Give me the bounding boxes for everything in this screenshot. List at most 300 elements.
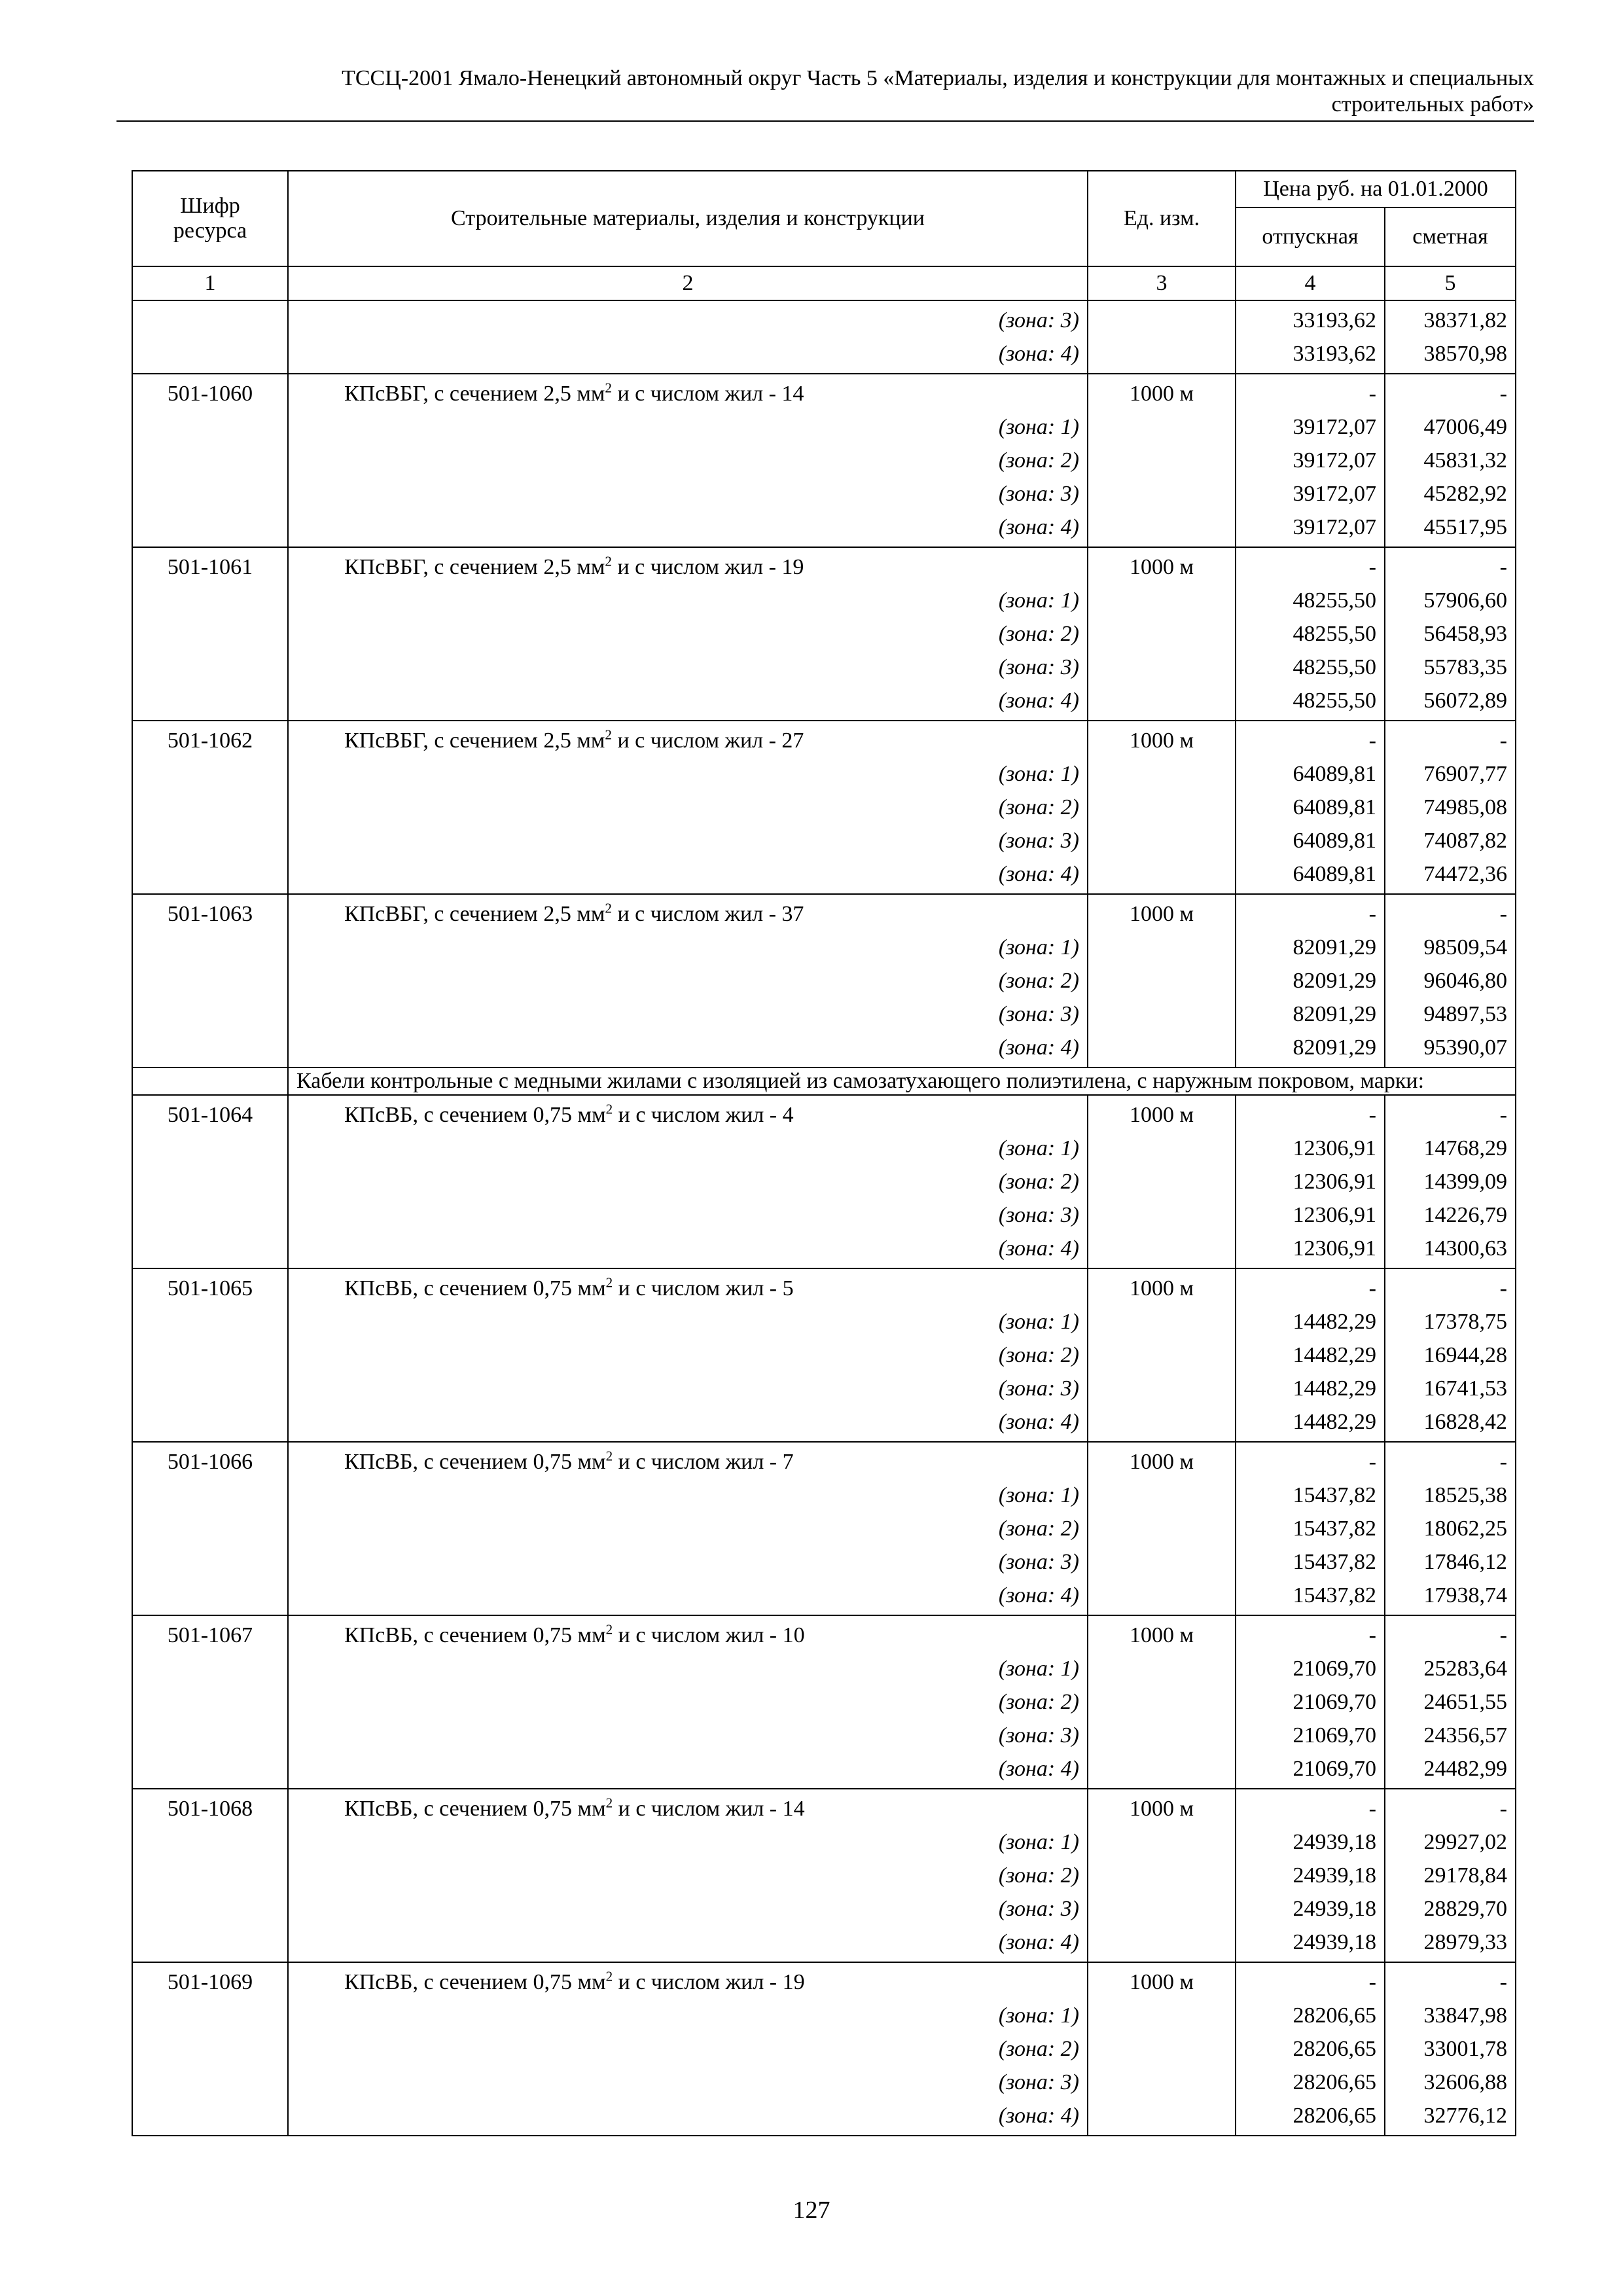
resource-description xyxy=(288,374,1088,547)
estimate-price: - xyxy=(1499,1276,1507,1300)
estimate-price: 45517,95 xyxy=(1423,515,1507,539)
column-number: 4 xyxy=(1236,266,1385,300)
resource-code-text: 501-1064 xyxy=(167,1103,253,1127)
estimate-price: 74087,82 xyxy=(1423,829,1507,853)
zone-label: (зона: 4) xyxy=(998,1757,1079,1781)
zone-labels xyxy=(296,1652,1079,1785)
release-price: 21069,70 xyxy=(1293,1657,1376,1681)
header-code: Шифр ресурса xyxy=(132,171,288,266)
resource-code xyxy=(132,1268,288,1442)
unit-cell xyxy=(1088,300,1236,374)
continuation-row xyxy=(132,300,1516,374)
estimate-price: 16741,53 xyxy=(1423,1376,1507,1401)
estimate-price: 28979,33 xyxy=(1423,1930,1507,1954)
zone-labels xyxy=(296,1305,1079,1439)
release-price: - xyxy=(1368,1103,1376,1127)
zone-label: (зона: 3) xyxy=(998,1376,1079,1401)
estimate-price: - xyxy=(1499,902,1507,926)
release-prices xyxy=(1236,894,1385,1067)
release-price: 24939,18 xyxy=(1293,1897,1376,1921)
zone-label: (зона: 1) xyxy=(998,762,1079,786)
resource-description xyxy=(288,1095,1088,1268)
resource-code xyxy=(132,721,288,894)
resource-name-tail: и с числом жил - 14 xyxy=(613,1797,805,1821)
unit-cell xyxy=(1088,547,1236,721)
estimate-price: 45282,92 xyxy=(1423,482,1507,506)
release-price: 39172,07 xyxy=(1293,515,1376,539)
resource-name-main: КПсВБ, с сечением 0,75 мм xyxy=(344,1623,606,1647)
estimate-price: 98509,54 xyxy=(1423,935,1507,960)
zone-label: (зона: 2) xyxy=(998,795,1079,819)
estimate-price: 29927,02 xyxy=(1423,1830,1507,1854)
superscript-two: 2 xyxy=(605,1621,613,1638)
superscript-two: 2 xyxy=(605,1795,613,1811)
estimate-price: 55783,35 xyxy=(1423,655,1507,679)
estimate-prices xyxy=(1385,894,1516,1067)
estimate-price: 96046,80 xyxy=(1423,969,1507,993)
resource-name-main: КПсВБГ, с сечением 2,5 мм xyxy=(344,728,605,753)
resource-code xyxy=(132,1789,288,1962)
estimate-price: 17938,74 xyxy=(1423,1583,1507,1607)
zone-label: (зона: 4) xyxy=(998,1583,1079,1607)
estimate-price: 16828,42 xyxy=(1423,1410,1507,1434)
zone-label: (зона: 1) xyxy=(998,1136,1079,1160)
estimate-prices xyxy=(1385,1615,1516,1789)
unit-text: 1000 м xyxy=(1129,728,1194,753)
release-price: 15437,82 xyxy=(1293,1583,1376,1607)
release-price: 48255,50 xyxy=(1293,588,1376,613)
estimate-price: 57906,60 xyxy=(1423,588,1507,613)
header-estimate-price: сметная xyxy=(1385,207,1516,266)
resource-name-tail: и с числом жил - 19 xyxy=(613,1970,805,1994)
resource-code xyxy=(132,374,288,547)
unit-cell xyxy=(1088,1095,1236,1268)
zone-label: (зона: 4) xyxy=(998,2104,1079,2128)
resource-name xyxy=(296,1619,1079,1652)
estimate-price: 74472,36 xyxy=(1423,862,1507,886)
release-price: 21069,70 xyxy=(1293,1757,1376,1781)
zone-label: (зона: 2) xyxy=(998,1170,1079,1194)
estimate-prices xyxy=(1385,1962,1516,2136)
zone-label: (зона: 2) xyxy=(998,1516,1079,1541)
estimate-price: 32776,12 xyxy=(1423,2104,1507,2128)
header-release-price: отпускная xyxy=(1236,207,1385,266)
estimate-prices xyxy=(1385,1442,1516,1615)
estimate-price: 45831,32 xyxy=(1423,448,1507,473)
page-number: 127 xyxy=(793,2197,830,2224)
release-price: 82091,29 xyxy=(1293,969,1376,993)
column-number: 3 xyxy=(1088,266,1236,300)
resource-code-text: 501-1062 xyxy=(167,728,253,753)
column-number: 1 xyxy=(132,266,288,300)
estimate-price: 18062,25 xyxy=(1423,1516,1507,1541)
release-prices xyxy=(1236,547,1385,721)
resource-name xyxy=(296,1792,1079,1825)
release-price: 24939,18 xyxy=(1293,1830,1376,1854)
resource-item xyxy=(132,1095,1516,1268)
zone-label: (зона: 4) xyxy=(998,1236,1079,1261)
price-table xyxy=(132,170,1516,2136)
estimate-price: 56072,89 xyxy=(1423,689,1507,713)
estimate-price: - xyxy=(1499,728,1507,753)
unit-cell xyxy=(1088,1615,1236,1789)
unit-text: 1000 м xyxy=(1129,1103,1194,1127)
zone-labels xyxy=(296,931,1079,1064)
release-prices xyxy=(1236,1268,1385,1442)
resource-name xyxy=(296,724,1079,757)
estimate-price: 56458,93 xyxy=(1423,622,1507,646)
resource-description xyxy=(288,721,1088,894)
zone-label: (зона: 3) xyxy=(998,2070,1079,2094)
zone-labels xyxy=(296,584,1079,717)
resource-name-tail: и с числом жил - 5 xyxy=(613,1276,794,1300)
zone-labels xyxy=(296,1132,1079,1265)
estimate-price: 18525,38 xyxy=(1423,1483,1507,1507)
release-price: 39172,07 xyxy=(1293,415,1376,439)
resource-name-tail: и с числом жил - 7 xyxy=(613,1450,794,1474)
section-title: Кабели контрольные с медными жилами с изоляцией из самозатухающего полиэтилена, с наружным покровом, марки: xyxy=(288,1067,1516,1095)
header-rule xyxy=(116,120,1534,122)
resource-code-text: 501-1067 xyxy=(167,1623,253,1647)
column-number: 5 xyxy=(1385,266,1516,300)
zone-label: (зона: 3) xyxy=(998,1897,1079,1921)
resource-code-text: 501-1065 xyxy=(167,1276,253,1300)
zone-labels xyxy=(296,1479,1079,1612)
zone-label: (зона: 2) xyxy=(998,1690,1079,1714)
release-prices xyxy=(1236,1095,1385,1268)
release-price: 12306,91 xyxy=(1293,1236,1376,1261)
estimate-price: 74985,08 xyxy=(1423,795,1507,819)
estimate-prices xyxy=(1385,374,1516,547)
release-price: 64089,81 xyxy=(1293,762,1376,786)
estimate-price: 95390,07 xyxy=(1423,1035,1507,1060)
zone-label: (зона: 2) xyxy=(998,2037,1079,2061)
column-number: 2 xyxy=(288,266,1088,300)
release-price: 82091,29 xyxy=(1293,1035,1376,1060)
resource-name-tail: и с числом жил - 4 xyxy=(613,1103,794,1127)
resource-name-main: КПсВБ, с сечением 0,75 мм xyxy=(344,1276,606,1300)
release-price: - xyxy=(1368,728,1376,753)
estimate-price: - xyxy=(1499,1103,1507,1127)
release-price: 48255,50 xyxy=(1293,689,1376,713)
resource-description xyxy=(288,1268,1088,1442)
estimate-price: 24356,57 xyxy=(1423,1723,1507,1748)
estimate-price: - xyxy=(1499,1797,1507,1821)
page-header xyxy=(116,65,1534,118)
release-price: - xyxy=(1368,555,1376,579)
zone-labels xyxy=(288,300,1088,374)
resource-name-tail: и с числом жил - 27 xyxy=(611,728,804,753)
release-price: 28206,65 xyxy=(1293,2070,1376,2094)
unit-cell xyxy=(1088,1962,1236,2136)
release-price: 14482,29 xyxy=(1293,1343,1376,1367)
estimate-prices xyxy=(1385,300,1516,374)
release-price: 14482,29 xyxy=(1293,1376,1376,1401)
release-prices xyxy=(1236,300,1385,374)
release-price: 15437,82 xyxy=(1293,1550,1376,1574)
resource-code-text: 501-1061 xyxy=(167,555,253,579)
estimate-prices xyxy=(1385,721,1516,894)
resource-name-main: КПсВБ, с сечением 0,75 мм xyxy=(344,1450,606,1474)
estimate-price: 33847,98 xyxy=(1423,2003,1507,2028)
resource-name-main: КПсВБ, с сечением 0,75 мм xyxy=(344,1797,606,1821)
resource-code-text: 501-1068 xyxy=(167,1797,253,1821)
resource-description xyxy=(288,1442,1088,1615)
resource-name xyxy=(296,550,1079,584)
release-price: 14482,29 xyxy=(1293,1410,1376,1434)
resource-description xyxy=(288,1615,1088,1789)
unit-cell xyxy=(1088,721,1236,894)
zone-label: (зона: 1) xyxy=(998,1657,1079,1681)
zone-label: (зона: 1) xyxy=(998,1310,1079,1334)
section-heading-row xyxy=(132,1067,1516,1095)
estimate-price: 14399,09 xyxy=(1423,1170,1507,1194)
resource-name-tail: и с числом жил - 14 xyxy=(611,382,804,406)
resource-item xyxy=(132,1789,1516,1962)
header-title-line-2: строительных работ» xyxy=(1331,92,1534,117)
estimate-price: - xyxy=(1499,382,1507,406)
unit-cell xyxy=(1088,1268,1236,1442)
estimate-prices xyxy=(1385,547,1516,721)
resource-name-main: КПсВБ, с сечением 0,75 мм xyxy=(344,1103,606,1127)
release-price: - xyxy=(1368,382,1376,406)
release-price: 64089,81 xyxy=(1293,862,1376,886)
release-price: 82091,29 xyxy=(1293,1002,1376,1026)
resource-code-text: 501-1060 xyxy=(167,382,253,406)
zone-label: (зона: 2) xyxy=(998,1863,1079,1888)
resource-name-main: КПсВБГ, с сечением 2,5 мм xyxy=(344,555,605,579)
zone-label: (зона: 3) xyxy=(998,1002,1079,1026)
superscript-two: 2 xyxy=(605,1274,613,1291)
estimate-price: 38371,82 xyxy=(1423,308,1507,332)
release-prices xyxy=(1236,1789,1385,1962)
estimate-price: - xyxy=(1499,1970,1507,1994)
zone-label: (зона: 3) xyxy=(998,308,1079,332)
resource-name xyxy=(296,1445,1079,1479)
resource-item xyxy=(132,721,1516,894)
release-price: - xyxy=(1368,1797,1376,1821)
release-price: 28206,65 xyxy=(1293,2037,1376,2061)
release-price: 12306,91 xyxy=(1293,1203,1376,1227)
release-price: 28206,65 xyxy=(1293,2104,1376,2128)
zone-label: (зона: 2) xyxy=(998,448,1079,473)
resource-name-tail: и с числом жил - 10 xyxy=(613,1623,805,1647)
superscript-two: 2 xyxy=(605,1968,613,1984)
release-price: - xyxy=(1368,1970,1376,1994)
release-price: 33193,62 xyxy=(1293,308,1376,332)
zone-label: (зона: 3) xyxy=(998,829,1079,853)
resource-name-main: КПсВБ, с сечением 0,75 мм xyxy=(344,1970,606,1994)
estimate-price: 47006,49 xyxy=(1423,415,1507,439)
estimate-price: 28829,70 xyxy=(1423,1897,1507,1921)
resource-code xyxy=(132,1615,288,1789)
zone-labels xyxy=(296,757,1079,891)
unit-cell xyxy=(1088,894,1236,1067)
release-price: 28206,65 xyxy=(1293,2003,1376,2028)
header-title-line-1: ТССЦ-2001 Ямало-Ненецкий автономный округ Часть 5 «Материалы, изделия и конструкции для монтажных и специальных xyxy=(342,66,1534,90)
resource-item xyxy=(132,1615,1516,1789)
release-price: 15437,82 xyxy=(1293,1516,1376,1541)
release-price: 64089,81 xyxy=(1293,795,1376,819)
unit-text: 1000 м xyxy=(1129,1276,1194,1300)
resource-item xyxy=(132,1962,1516,2136)
release-price: 39172,07 xyxy=(1293,482,1376,506)
unit-text: 1000 м xyxy=(1129,555,1194,579)
release-prices xyxy=(1236,1442,1385,1615)
unit-text: 1000 м xyxy=(1129,1623,1194,1647)
release-prices xyxy=(1236,721,1385,894)
release-price: - xyxy=(1368,1276,1376,1300)
zone-label: (зона: 4) xyxy=(998,342,1079,366)
resource-item xyxy=(132,894,1516,1067)
resource-code xyxy=(132,1962,288,2136)
superscript-two: 2 xyxy=(605,1448,613,1464)
estimate-price: 24651,55 xyxy=(1423,1690,1507,1714)
estimate-price: - xyxy=(1499,555,1507,579)
resource-name-main: КПсВБГ, с сечением 2,5 мм xyxy=(344,382,605,406)
zone-label: (зона: 3) xyxy=(998,482,1079,506)
resource-code xyxy=(132,547,288,721)
estimate-price: - xyxy=(1499,1623,1507,1647)
zone-label: (зона: 3) xyxy=(998,1550,1079,1574)
resource-code-text: 501-1066 xyxy=(167,1450,253,1474)
zone-label: (зона: 1) xyxy=(998,935,1079,960)
header-unit: Ед. изм. xyxy=(1088,171,1236,266)
unit-text: 1000 м xyxy=(1129,382,1194,406)
superscript-two: 2 xyxy=(605,553,612,569)
resource-item xyxy=(132,547,1516,721)
zone-label: (зона: 4) xyxy=(998,862,1079,886)
release-price: - xyxy=(1368,902,1376,926)
release-price: 24939,18 xyxy=(1293,1930,1376,1954)
release-price: - xyxy=(1368,1450,1376,1474)
estimate-price: 14768,29 xyxy=(1423,1136,1507,1160)
resource-item xyxy=(132,374,1516,547)
estimate-price: 24482,99 xyxy=(1423,1757,1507,1781)
estimate-prices xyxy=(1385,1268,1516,1442)
resource-name xyxy=(296,377,1079,410)
release-prices xyxy=(1236,1615,1385,1789)
resource-name xyxy=(296,1965,1079,1999)
release-price: 15437,82 xyxy=(1293,1483,1376,1507)
estimate-price: 94897,53 xyxy=(1423,1002,1507,1026)
release-price: 48255,50 xyxy=(1293,622,1376,646)
resource-description xyxy=(288,894,1088,1067)
resource-name xyxy=(296,897,1079,931)
header-price: Цена руб. на 01.01.2000 xyxy=(1236,171,1516,207)
estimate-price: 32606,88 xyxy=(1423,2070,1507,2094)
zone-label: (зона: 1) xyxy=(998,1483,1079,1507)
release-price: 21069,70 xyxy=(1293,1723,1376,1748)
zone-label: (зона: 2) xyxy=(998,1343,1079,1367)
release-price: 33193,62 xyxy=(1293,342,1376,366)
release-price: 64089,81 xyxy=(1293,829,1376,853)
zone-label: (зона: 2) xyxy=(998,622,1079,646)
resource-name xyxy=(296,1272,1079,1305)
unit-text: 1000 м xyxy=(1129,1797,1194,1821)
resource-name-tail: и с числом жил - 19 xyxy=(611,555,804,579)
zone-label: (зона: 1) xyxy=(998,415,1079,439)
zone-label: (зона: 1) xyxy=(998,2003,1079,2028)
zone-label: (зона: 4) xyxy=(998,515,1079,539)
resource-description xyxy=(288,1789,1088,1962)
zone-label: (зона: 3) xyxy=(998,1203,1079,1227)
superscript-two: 2 xyxy=(605,1101,613,1117)
zone-label: (зона: 3) xyxy=(998,655,1079,679)
estimate-price: 14300,63 xyxy=(1423,1236,1507,1261)
release-price: 14482,29 xyxy=(1293,1310,1376,1334)
estimate-price: 25283,64 xyxy=(1423,1657,1507,1681)
estimate-price: 16944,28 xyxy=(1423,1343,1507,1367)
unit-cell xyxy=(1088,1789,1236,1962)
unit-text: 1000 м xyxy=(1129,902,1194,926)
zone-label: (зона: 4) xyxy=(998,689,1079,713)
resource-code xyxy=(132,1442,288,1615)
unit-text: 1000 м xyxy=(1129,1970,1194,1994)
zone-label: (зона: 1) xyxy=(998,588,1079,613)
release-prices xyxy=(1236,1962,1385,2136)
release-price: 12306,91 xyxy=(1293,1136,1376,1160)
release-price: 82091,29 xyxy=(1293,935,1376,960)
estimate-price: 76907,77 xyxy=(1423,762,1507,786)
release-price: 48255,50 xyxy=(1293,655,1376,679)
superscript-two: 2 xyxy=(605,900,612,916)
superscript-two: 2 xyxy=(605,726,612,743)
resource-name-main: КПсВБГ, с сечением 2,5 мм xyxy=(344,902,605,926)
release-price: 39172,07 xyxy=(1293,448,1376,473)
estimate-price: 14226,79 xyxy=(1423,1203,1507,1227)
release-prices xyxy=(1236,374,1385,547)
resource-item xyxy=(132,1268,1516,1442)
release-price: - xyxy=(1368,1623,1376,1647)
resource-description xyxy=(288,547,1088,721)
resource-code xyxy=(132,1095,288,1268)
estimate-prices xyxy=(1385,1789,1516,1962)
zone-labels xyxy=(296,1999,1079,2132)
zone-label: (зона: 3) xyxy=(998,1723,1079,1748)
zone-label: (зона: 4) xyxy=(998,1035,1079,1060)
resource-code xyxy=(132,300,288,374)
zone-label: (зона: 1) xyxy=(998,1830,1079,1854)
estimate-prices xyxy=(1385,1095,1516,1268)
resource-code-text: 501-1063 xyxy=(167,902,253,926)
zone-label: (зона: 2) xyxy=(998,969,1079,993)
unit-cell xyxy=(1088,1442,1236,1615)
header-name: Строительные материалы, изделия и конструкции xyxy=(288,171,1088,266)
release-price: 21069,70 xyxy=(1293,1690,1376,1714)
superscript-two: 2 xyxy=(605,380,612,396)
resource-item xyxy=(132,1442,1516,1615)
estimate-price: - xyxy=(1499,1450,1507,1474)
estimate-price: 33001,78 xyxy=(1423,2037,1507,2061)
zone-labels xyxy=(296,410,1079,544)
release-price: 12306,91 xyxy=(1293,1170,1376,1194)
estimate-price: 17846,12 xyxy=(1423,1550,1507,1574)
release-price: 24939,18 xyxy=(1293,1863,1376,1888)
estimate-price: 38570,98 xyxy=(1423,342,1507,366)
unit-cell xyxy=(1088,374,1236,547)
resource-name xyxy=(296,1098,1079,1132)
resource-description xyxy=(288,1962,1088,2136)
estimate-price: 17378,75 xyxy=(1423,1310,1507,1334)
estimate-price: 29178,84 xyxy=(1423,1863,1507,1888)
resource-code xyxy=(132,894,288,1067)
unit-text: 1000 м xyxy=(1129,1450,1194,1474)
resource-name-tail: и с числом жил - 37 xyxy=(611,902,804,926)
zone-labels xyxy=(296,1825,1079,1959)
zone-label: (зона: 4) xyxy=(998,1410,1079,1434)
zone-label: (зона: 4) xyxy=(998,1930,1079,1954)
